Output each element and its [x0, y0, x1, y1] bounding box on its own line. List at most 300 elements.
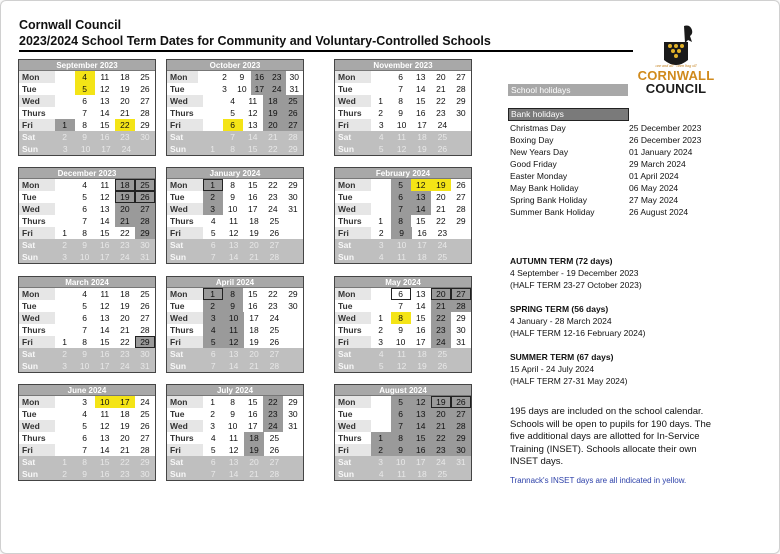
date-cell: 10 — [95, 396, 115, 408]
date-cell: 10 — [395, 337, 406, 347]
date-cell: 19 — [249, 228, 259, 238]
weekday-row — [335, 324, 471, 336]
date-cell: 13 — [228, 349, 239, 359]
date-cell: 2 — [378, 108, 383, 118]
weekday-row — [335, 239, 471, 251]
date-cell: 26 — [140, 421, 150, 431]
empty-cell — [55, 432, 75, 444]
date-cell: 26 — [135, 191, 155, 203]
empty-cell — [203, 107, 223, 119]
date-cell: 26 — [437, 144, 448, 154]
date-cell: 6 — [210, 240, 216, 250]
date-cell: 30 — [140, 132, 150, 142]
date-cell: 10 — [223, 312, 243, 324]
date-cell: 19 — [120, 301, 130, 311]
date-cell: 27 — [140, 433, 150, 443]
month-panel — [166, 59, 304, 156]
date-cell: 7 — [230, 132, 236, 142]
term-dates: 4 September - 19 December 2023 — [510, 268, 639, 278]
empty-cell — [55, 396, 75, 408]
weekday-label: Sun — [170, 144, 187, 154]
weekday-row — [167, 288, 303, 300]
title-underline — [19, 50, 633, 52]
summer-term — [510, 351, 750, 387]
date-cell: 2 — [62, 132, 67, 142]
svg-text:one and all · onen hag oll: one and all · onen hag oll — [655, 63, 697, 68]
weekday-label: Mon — [335, 179, 371, 191]
date-cell: 22 — [436, 216, 446, 226]
month-title: February 2024 — [335, 168, 471, 179]
date-cell: 9 — [82, 240, 88, 250]
weekday-row — [335, 336, 471, 348]
council-logo — [636, 69, 716, 95]
date-cell: 14 — [411, 203, 431, 215]
weekday-row — [335, 179, 471, 191]
month-title: October 2023 — [167, 60, 303, 71]
date-cell: 8 — [230, 397, 236, 407]
empty-cell — [198, 83, 215, 95]
weekday-label: Wed — [167, 95, 203, 107]
date-cell: 5 — [378, 144, 384, 154]
date-cell: 20 — [436, 72, 446, 82]
month-title: March 2024 — [19, 277, 155, 288]
date-cell: 22 — [115, 119, 135, 131]
date-cell: 31 — [288, 204, 298, 214]
empty-cell — [55, 83, 75, 95]
weekday-row — [167, 119, 303, 131]
date-cell: 13 — [100, 96, 110, 106]
date-cell: 12 — [100, 192, 110, 202]
empty-cell — [55, 444, 75, 456]
weekday-label: Mon — [335, 396, 371, 408]
date-cell: 20 — [249, 240, 259, 250]
empty-cell — [371, 83, 391, 95]
date-cell: 7 — [210, 361, 216, 371]
date-cell: 19 — [120, 84, 130, 94]
date-cell: 23 — [120, 240, 130, 250]
date-cell: 14 — [228, 469, 239, 479]
date-cell: 4 — [82, 180, 88, 190]
weekday-row — [335, 288, 471, 300]
weekday-row — [167, 348, 303, 360]
date-cell: 18 — [244, 432, 264, 444]
date-cell: 1 — [203, 288, 223, 300]
date-cell: 10 — [237, 84, 247, 94]
weekday-label: Tue — [22, 301, 37, 311]
date-cell: 27 — [269, 349, 280, 359]
council-title: Cornwall Council — [19, 18, 122, 32]
weekday-label: Mon — [167, 396, 203, 408]
weekday-row — [167, 408, 303, 420]
date-cell: 13 — [416, 289, 426, 299]
date-cell: 19 — [431, 396, 451, 408]
date-cell: 25 — [135, 179, 155, 191]
date-cell: 28 — [456, 204, 466, 214]
weekday-row — [167, 468, 303, 480]
weekday-label: Fri — [19, 227, 55, 239]
weekday-label: Thurs — [338, 216, 362, 226]
date-cell: 1 — [378, 313, 383, 323]
weekday-row — [167, 432, 303, 444]
empty-cell — [371, 300, 391, 312]
weekday-row — [167, 83, 303, 95]
date-cell: 25 — [437, 132, 448, 142]
empty-cell — [371, 191, 391, 203]
weekday-label: Fri — [167, 119, 203, 131]
date-cell: 19 — [417, 144, 427, 154]
school-days-note: 195 days are included on the school calendar. Schools will be open to pupils for 190 days. The five additional days are allotted for In-Service Training (INSET). Schools allocate their own INSET days. — [510, 406, 712, 467]
date-cell: 8 — [391, 215, 411, 227]
date-cell: 30 — [140, 240, 150, 250]
date-cell: 13 — [411, 408, 431, 420]
date-cell: 28 — [269, 361, 280, 371]
date-cell: 4 — [230, 96, 236, 106]
date-cell: 7 — [82, 108, 88, 118]
date-cell: 30 — [288, 409, 298, 419]
weekday-label: Fri — [19, 119, 55, 131]
date-cell: 3 — [203, 312, 223, 324]
date-cell: 17 — [115, 396, 135, 408]
date-cell: 23 — [120, 349, 130, 359]
date-cell: 3 — [378, 120, 384, 130]
weekday-row — [167, 396, 303, 408]
weekday-label: Tue — [338, 301, 353, 311]
empty-cell — [198, 71, 215, 83]
date-cell: 9 — [82, 132, 88, 142]
weekday-label: Fri — [167, 227, 203, 239]
date-cell: 30 — [456, 325, 466, 335]
date-cell: 31 — [456, 457, 466, 467]
bank-holiday-row: Easter Monday 01 April 2024 — [510, 171, 679, 181]
date-cell: 8 — [230, 144, 236, 154]
date-cell: 15 — [248, 289, 258, 299]
bank-holiday-row: May Bank Holiday 06 May 2024 — [510, 183, 679, 193]
weekday-row — [167, 420, 303, 432]
date-cell: 25 — [269, 216, 280, 226]
weekday-row — [19, 239, 155, 251]
weekday-row — [167, 312, 303, 324]
date-cell: 6 — [82, 204, 88, 214]
date-cell: 13 — [100, 313, 110, 323]
date-cell: 28 — [140, 445, 150, 455]
weekday-label: Sat — [170, 349, 184, 359]
date-cell: 23 — [437, 228, 448, 238]
weekday-row — [19, 468, 155, 480]
weekday-row — [19, 432, 155, 444]
date-cell: 10 — [396, 120, 407, 130]
date-cell: 18 — [120, 409, 130, 419]
empty-cell — [55, 420, 75, 432]
weekday-label: Tue — [170, 409, 185, 419]
empty-cell — [371, 420, 391, 432]
date-cell: 15 — [411, 432, 431, 444]
date-cell: 4 — [378, 132, 384, 142]
empty-cell — [55, 95, 75, 107]
date-cell: 18 — [120, 289, 130, 299]
weekday-label: Mon — [19, 179, 55, 191]
date-cell: 15 — [100, 457, 110, 467]
weekday-label: Wed — [167, 312, 203, 324]
date-cell: 18 — [249, 216, 259, 226]
date-cell: 19 — [120, 421, 130, 431]
date-cell: 14 — [416, 84, 426, 94]
weekday-label: Fri — [19, 444, 55, 456]
weekday-label: Sun — [338, 144, 355, 154]
date-cell: 8 — [230, 180, 236, 190]
date-cell: 21 — [268, 132, 278, 142]
weekday-label: Tue — [170, 301, 185, 311]
date-cell: 27 — [451, 288, 471, 300]
date-cell: 9 — [391, 444, 411, 456]
weekday-row — [335, 408, 471, 420]
weekday-row — [335, 131, 471, 143]
date-cell: 12 — [100, 421, 110, 431]
date-cell: 15 — [100, 337, 110, 347]
date-cell: 22 — [436, 96, 446, 106]
date-cell: 7 — [82, 325, 88, 335]
date-cell: 5 — [210, 228, 216, 238]
date-cell: 4 — [210, 216, 216, 226]
date-cell: 15 — [248, 180, 258, 190]
date-cell: 22 — [263, 396, 283, 408]
month-panel — [18, 167, 156, 264]
weekday-label: Thurs — [338, 325, 362, 335]
date-cell: 14 — [100, 216, 110, 226]
date-cell: 7 — [391, 203, 411, 215]
date-cell: 1 — [210, 144, 215, 154]
date-cell: 29 — [135, 227, 155, 239]
date-cell: 20 — [120, 433, 130, 443]
date-cell: 17 — [416, 337, 426, 347]
date-cell: 11 — [100, 289, 110, 299]
date-cell: 21 — [431, 420, 451, 432]
empty-cell — [371, 203, 391, 215]
date-cell: 2 — [378, 228, 384, 238]
date-cell: 10 — [395, 457, 406, 467]
weekday-label: Thurs — [22, 216, 46, 226]
date-cell: 24 — [140, 397, 150, 407]
weekday-row — [167, 203, 303, 215]
weekday-row — [167, 239, 303, 251]
month-panel — [334, 276, 472, 373]
legend-bank-holidays: Bank holidays — [508, 108, 629, 121]
date-cell: 27 — [456, 72, 466, 82]
empty-cell — [203, 119, 223, 131]
weekday-row — [19, 95, 155, 107]
weekday-row — [19, 215, 155, 227]
weekday-row — [167, 444, 303, 456]
date-cell: 20 — [436, 192, 446, 202]
weekday-label: Thurs — [22, 433, 46, 443]
date-cell: 6 — [82, 96, 88, 106]
date-cell: 20 — [249, 457, 259, 467]
date-cell: 22 — [431, 312, 451, 324]
date-cell: 14 — [228, 361, 239, 371]
empty-cell — [55, 191, 75, 203]
date-cell: 1 — [55, 119, 75, 131]
date-cell: 12 — [248, 108, 258, 118]
date-cell: 17 — [416, 457, 426, 467]
date-cell: 11 — [100, 180, 110, 190]
month-panel — [334, 167, 472, 264]
date-cell: 24 — [263, 420, 283, 432]
weekday-label: Tue — [22, 192, 37, 202]
date-cell: 12 — [411, 396, 431, 408]
month-panel — [334, 384, 472, 481]
weekday-label: Mon — [19, 71, 55, 83]
weekday-label: Thurs — [170, 325, 194, 335]
date-cell: 22 — [120, 457, 130, 467]
month-panel — [166, 384, 304, 481]
weekday-label: Sun — [22, 469, 39, 479]
date-cell: 22 — [120, 337, 130, 347]
date-cell: 29 — [456, 313, 466, 323]
date-cell: 22 — [431, 432, 451, 444]
date-cell: 29 — [456, 96, 466, 106]
date-cell: 13 — [416, 72, 426, 82]
date-cell: 19 — [115, 191, 135, 203]
date-cell: 11 — [397, 132, 406, 142]
date-cell: 6 — [210, 457, 216, 467]
date-cell: 24 — [120, 361, 130, 371]
date-cell: 8 — [82, 228, 88, 238]
date-cell: 24 — [268, 204, 278, 214]
weekday-row — [19, 420, 155, 432]
date-cell: 7 — [391, 420, 411, 432]
weekday-row — [167, 227, 303, 239]
month-title: April 2024 — [167, 277, 303, 288]
weekday-row — [335, 432, 471, 444]
date-cell: 24 — [121, 144, 132, 154]
date-cell: 11 — [397, 349, 406, 359]
date-cell: 11 — [397, 469, 406, 479]
date-cell: 16 — [100, 132, 110, 142]
date-cell: 4 — [210, 433, 216, 443]
date-cell: 12 — [100, 301, 110, 311]
weekday-row — [335, 191, 471, 203]
weekday-label: Thurs — [170, 216, 194, 226]
weekday-row — [335, 95, 471, 107]
date-cell: 5 — [82, 192, 88, 202]
date-cell: 22 — [268, 289, 278, 299]
date-cell: 4 — [75, 71, 95, 83]
weekday-row — [167, 107, 303, 119]
date-cell: 19 — [263, 107, 283, 119]
date-cell: 7 — [398, 301, 404, 311]
weekday-label: Wed — [335, 420, 371, 432]
weekday-row — [335, 444, 471, 456]
date-cell: 6 — [391, 288, 411, 300]
empty-cell — [371, 179, 391, 191]
date-cell: 25 — [437, 469, 448, 479]
weekday-row — [335, 396, 471, 408]
date-cell: 29 — [288, 144, 298, 154]
date-cell: 24 — [436, 457, 446, 467]
date-cell: 15 — [248, 397, 258, 407]
date-cell: 27 — [451, 408, 471, 420]
date-cell: 21 — [431, 300, 451, 312]
weekday-row — [19, 396, 155, 408]
date-cell: 9 — [230, 192, 236, 202]
date-cell: 30 — [140, 469, 150, 479]
date-cell: 11 — [397, 252, 406, 262]
date-cell: 6 — [398, 72, 404, 82]
date-cell: 31 — [456, 337, 466, 347]
date-cell: 31 — [288, 421, 298, 431]
date-cell: 29 — [140, 457, 150, 467]
date-cell: 27 — [140, 313, 150, 323]
date-cell: 30 — [289, 72, 299, 82]
date-cell: 7 — [398, 84, 404, 94]
date-cell: 16 — [100, 349, 110, 359]
month-title: November 2023 — [335, 60, 471, 71]
date-cell: 16 — [417, 228, 427, 238]
date-cell: 6 — [82, 313, 88, 323]
month-panel — [18, 59, 156, 156]
date-cell: 26 — [283, 107, 303, 119]
weekday-row — [335, 348, 471, 360]
date-cell: 5 — [203, 336, 223, 348]
date-cell: 3 — [210, 421, 215, 431]
weekday-label: Wed — [335, 203, 371, 215]
weekday-label: Wed — [19, 420, 55, 432]
empty-cell — [371, 288, 391, 300]
date-cell: 8 — [82, 337, 88, 347]
weekday-label: Sun — [22, 361, 39, 371]
weekday-row — [335, 71, 471, 83]
logo-word-cornwall: CORNWALL — [637, 68, 715, 83]
date-cell: 28 — [451, 420, 471, 432]
date-cell: 3 — [82, 397, 88, 407]
date-cell: 24 — [431, 336, 451, 348]
weekday-row — [19, 71, 155, 83]
date-cell: 22 — [268, 180, 278, 190]
spring-term — [510, 303, 750, 339]
bank-holiday-row: Summer Bank Holiday 26 August 2024 — [510, 207, 689, 217]
date-cell: 8 — [391, 432, 411, 444]
weekday-row — [167, 456, 303, 468]
inset-note: Trannack's INSET days are all indicated in yellow. — [510, 476, 687, 485]
weekday-label: Fri — [167, 336, 203, 348]
date-cell: 16 — [416, 325, 426, 335]
weekday-label: Sun — [170, 252, 187, 262]
weekday-label: Sun — [22, 252, 39, 262]
date-cell: 26 — [451, 396, 471, 408]
date-cell: 21 — [120, 325, 130, 335]
date-cell: 30 — [288, 301, 298, 311]
weekday-label: Mon — [19, 288, 55, 300]
date-cell: 21 — [436, 204, 446, 214]
empty-cell — [371, 408, 391, 420]
date-cell: 18 — [417, 252, 427, 262]
date-cell: 11 — [100, 409, 110, 419]
date-cell: 18 — [263, 95, 283, 107]
weekday-row — [19, 203, 155, 215]
date-cell: 1 — [62, 337, 67, 347]
date-cell: 4 — [203, 324, 223, 336]
term-dates: 4 January - 28 March 2024 — [510, 316, 612, 326]
weekday-row — [167, 143, 303, 155]
weekday-label: Tue — [22, 84, 37, 94]
weekday-label: Tue — [338, 192, 353, 202]
date-cell: 26 — [269, 337, 280, 347]
date-cell: 1 — [378, 96, 383, 106]
date-cell: 7 — [82, 216, 88, 226]
date-cell: 14 — [100, 445, 110, 455]
empty-cell — [55, 215, 75, 227]
date-cell: 15 — [416, 313, 426, 323]
weekday-row — [19, 312, 155, 324]
